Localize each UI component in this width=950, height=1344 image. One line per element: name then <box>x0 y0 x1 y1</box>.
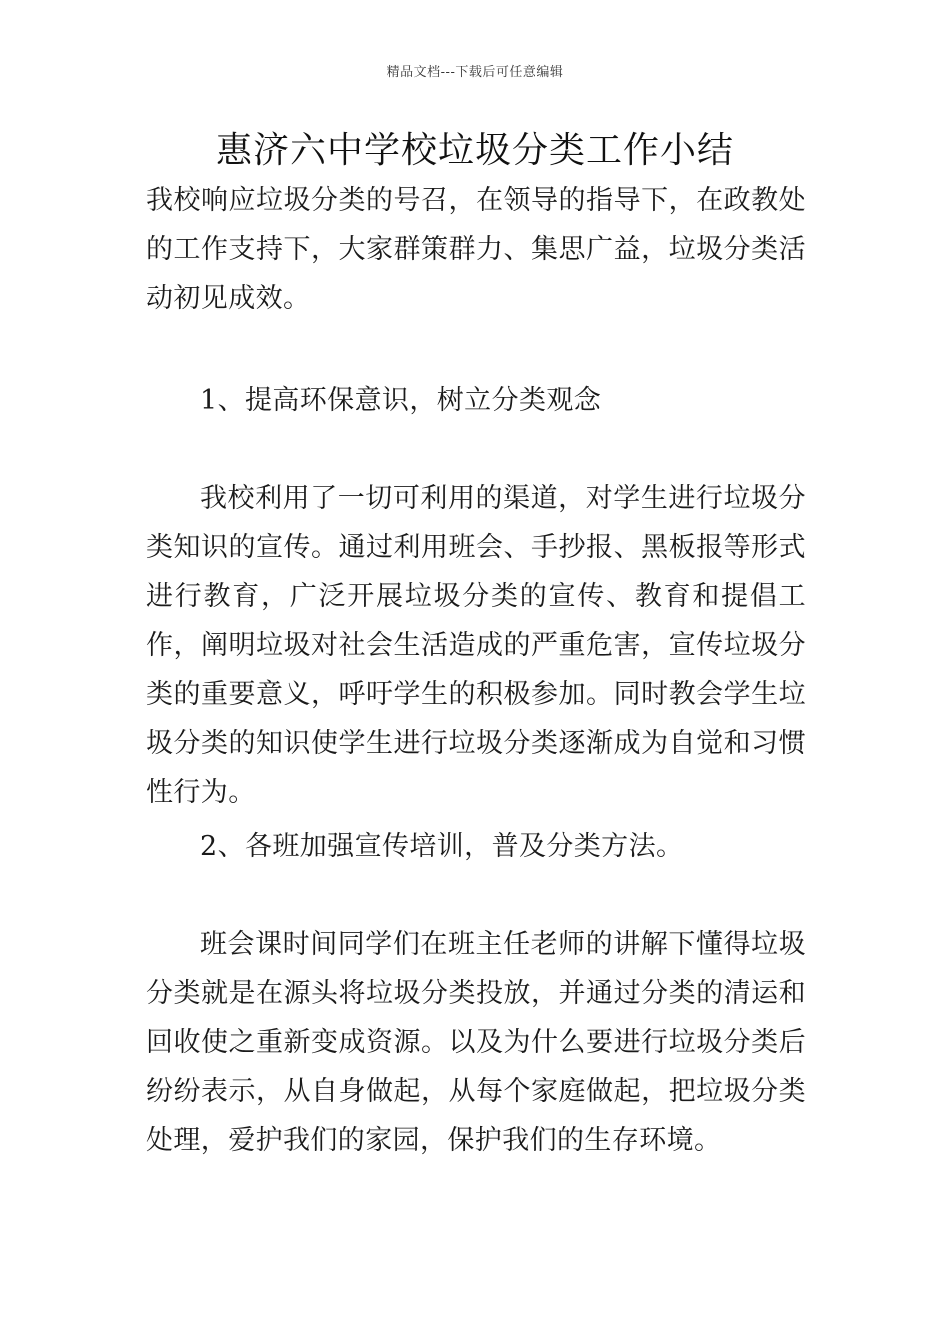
section-2-paragraph: 班会课时间同学们在班主任老师的讲解下懂得垃圾分类就是在源头将垃圾分类投放，并通过分类的清运和回收使之重新变成资源。以及为什么要进行垃圾分类后纷纷表示，从自身做起，从每个家庭做起，把垃圾分类处理，爱护我们的家园，保护我们的生存环境。 <box>146 929 806 1156</box>
section-1-heading: 1、提高环保意识，树立分类观念 <box>200 385 602 416</box>
document-title: 惠济六中学校垃圾分类工作小结 <box>215 130 734 171</box>
section-1-paragraph: 我校利用了一切可利用的渠道，对学生进行垃圾分类知识的宣传。通过利用班会、手抄报、黑板报等形式进行教育，广泛开展垃圾分类的宣传、教育和提倡工作，阐明垃圾对社会生活造成的严重危害，宣传垃圾分类的重要意义，呼吁学生的积极参加。同时教会学生垃圾分类的知识使学生进行垃圾分类逐渐成为自觉和习惯性行为。 <box>146 483 806 808</box>
header-note: 精品文档---下载后可任意编辑 <box>386 65 564 80</box>
section-2-heading: 2、各班加强宣传培训，普及分类方法。 <box>200 831 684 862</box>
intro-paragraph: 我校响应垃圾分类的号召，在领导的指导下，在政教处的工作支持下，大家群策群力、集思广益，垃圾分类活动初见成效。 <box>146 185 806 314</box>
